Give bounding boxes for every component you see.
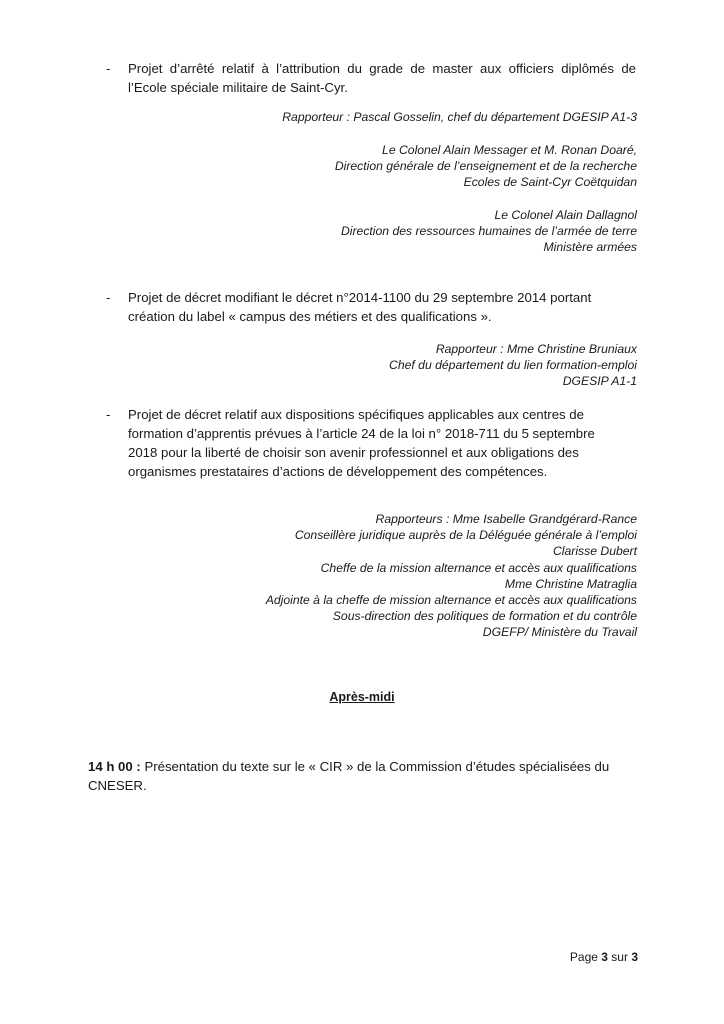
- participant-line: Ecoles de Saint-Cyr Coëtquidan: [463, 175, 637, 190]
- of-word: sur: [607, 950, 632, 964]
- rapporteur-line: Rapporteur : Pascal Gosselin, chef du département DGESIP A1-3: [282, 110, 637, 124]
- rapporteur-line: Rapporteur : Mme Christine Bruniaux: [435, 342, 637, 356]
- total-pages: 3: [631, 950, 638, 964]
- item-line: Projet de décret modifiant le décret n°2014-1100 du 29 septembre 2014 portant: [128, 290, 592, 305]
- page-footer: [570, 950, 638, 964]
- item-line: 2018 pour la liberté de choisir son avenir professionnel et aux obligations des: [128, 445, 579, 460]
- rapporteur-block: [137, 511, 637, 641]
- rapporteur-line: Chef du département du lien formation-emploi: [389, 358, 637, 373]
- bullet-dash: -: [106, 290, 111, 305]
- agenda-item-2: [106, 288, 636, 326]
- agenda-item-3: [106, 405, 636, 481]
- rapporteur-line: Cheffe de la mission alternance et accès aux qualifications: [320, 560, 637, 575]
- item-line: Projet de décret relatif aux dispositions spécifiques applicables aux centres de: [128, 407, 584, 422]
- item-description: [128, 405, 636, 481]
- paragraph-text: Présentation du texte sur le « CIR » de la Commission d’études spécialisées du: [140, 759, 610, 774]
- bullet-dash: -: [106, 407, 111, 422]
- current-page: 3: [601, 950, 608, 964]
- participant-block: [137, 207, 637, 256]
- rapporteur-line: DGESIP A1-1: [562, 374, 637, 389]
- rapporteur-line: Clarisse Dubert: [553, 544, 637, 559]
- item-description: [128, 59, 636, 97]
- section-heading-afternoon: Après-midi: [329, 690, 395, 704]
- rapporteur-block: [137, 109, 637, 125]
- rapporteur-block: [137, 341, 637, 390]
- rapporteur-line: Conseillère juridique auprès de la Déléguée générale à l’emploi: [294, 528, 637, 543]
- rapporteur-line: Rapporteurs : Mme Isabelle Grandgérard-Rance: [375, 512, 637, 526]
- agenda-item-1: [106, 59, 636, 97]
- rapporteur-line: Sous-direction des politiques de formation et du contrôle: [332, 609, 637, 624]
- rapporteur-line: Adjointe à la cheffe de mission alternance et accès aux qualifications: [265, 593, 637, 608]
- participant-block: [137, 142, 637, 191]
- item-line: Projet d’arrêté relatif à l’attribution du grade de master aux officiers diplômés de: [128, 61, 636, 76]
- item-description: [128, 288, 636, 326]
- participant-line: Direction des ressources humaines de l’armée de terre: [340, 224, 637, 239]
- paragraph-text: CNESER.: [88, 778, 147, 793]
- item-line: formation d’apprentis prévues à l’article 24 de la loi n° 2018-711 du 5 septembre: [128, 426, 595, 441]
- participant-line: Le Colonel Alain Messager et M. Ronan Doaré,: [382, 143, 637, 157]
- afternoon-agenda-paragraph: [88, 757, 648, 795]
- participant-line: Le Colonel Alain Dallagnol: [494, 208, 637, 222]
- item-line: création du label « campus des métiers et des qualifications ».: [128, 309, 492, 324]
- participant-line: Ministère armées: [543, 240, 637, 255]
- page-word: Page: [569, 950, 602, 964]
- rapporteur-line: DGEFP/ Ministère du Travail: [482, 625, 637, 640]
- participant-line: Direction générale de l’enseignement et de la recherche: [334, 159, 637, 174]
- time-label: 14 h 00 :: [88, 759, 141, 774]
- item-line: organismes prestataires d’actions de développement des compétences.: [128, 464, 548, 479]
- rapporteur-line: Mme Christine Matraglia: [504, 576, 637, 591]
- bullet-dash: -: [106, 61, 111, 76]
- item-line: l’Ecole spéciale militaire de Saint-Cyr.: [128, 80, 348, 95]
